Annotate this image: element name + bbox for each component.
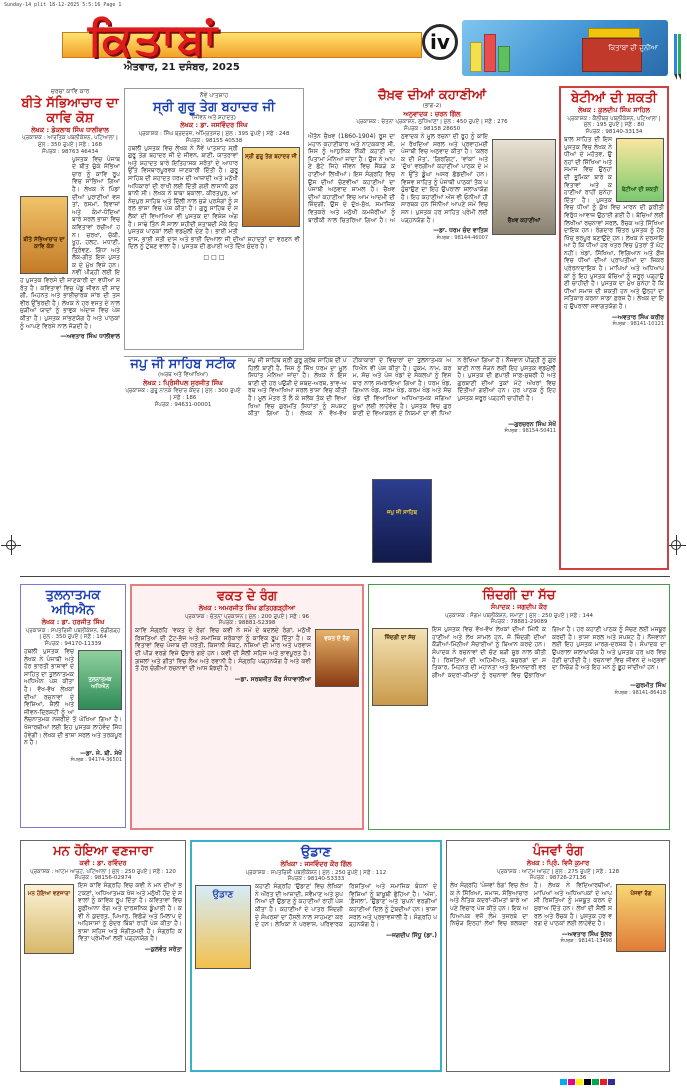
article-signoff: —ਗੁਰਮੀਤ ਸਿੰਘ: [630, 682, 666, 690]
book-cover-title: ਚੈਖ਼ਵ ਕਹਾਣੀਆਂ: [507, 217, 541, 224]
article-phone: ਸੰਪਰਕ : 98763 46434: [41, 148, 99, 155]
article-body: ਬਾਲ ਸਾਹਿਤ ਦੀ ਇਸ ਪੁਸਤਕ ਵਿਚ ਲੇਖਕ ਨੇ ਧੀਆਂ ਦੇ ਮਹੱਤਵ, ਉਨ੍ਹਾਂ ਦੀ ਸਿੱਖਿਆ ਅਤੇ ਸਮਾਜ ਵਿਚ ਉਨ੍ਹਾਂ ਦੀ ਭੂਮਿਕਾ ਬਾਰੇ ਕਵਿਤਾਵਾਂ ਅਤੇ ਕਹਾਣੀਆਂ ਰਾਹੀਂ ਸੁਨੇਹਾ ਦਿੱਤਾ ਹੈ। ਪੁਸਤਕ ਵਿਚ ਧੀਆਂ ਨੂੰ ਕੁੱਖ ਵਿਚ ਮਾਰਨ ਦੀ ਕੁਰੀਤੀ ਵਿਰੁੱਧ ਆਵਾਜ਼ ਉਠਾਈ ਗਈ ਹੈ। ਬੱਚਿਆਂ ਲਈ ਲਿਖੀਆਂ ਰਚਨਾਵਾਂ ਸਰਲ, ਰੌਚਕ ਅਤੇ ਸਿੱਖਿਆਦਾਇਕ ਹਨ। ਰੰਗਦਾਰ ਚਿੱਤਰ ਪੁਸਤਕ ਨੂੰ ਹੋਰ ਖਿੱਚ ਭਰਪੂਰ ਬਣਾਉਂਦੇ ਹਨ। ਲੇਖਕ ਨੇ ਦਰਸਾਇਆ ਹੈ ਕਿ ਧੀਆਂ ਹਰ ਖੇਤਰ ਵਿਚ ਪੁੱਤਰਾਂ ਤੋਂ ਘੱਟ ਨਹੀਂ। ਖੇਡਾਂ, ਸਿੱਖਿਆ, ਵਿਗਿਆਨ ਅਤੇ ਫ਼ੌਜ ਵਿਚ ਧੀਆਂ ਦੀਆਂ ਪ੍ਰਾਪਤੀਆਂ ਦਾ ਜ਼ਿਕਰ ਪ੍ਰੇਰਨਾਦਾਇਕ ਹੈ। ਮਾਪਿਆਂ ਅਤੇ ਅਧਿਆਪਕਾਂ ਨੂੰ ਇਹ ਪੁਸਤਕ ਬੱਚਿਆਂ ਨੂੰ ਜ਼ਰੂਰ ਪੜ੍ਹਾਉਣੀ ਚਾਹੀਦੀ ਹੈ। ਪੁਸਤਕ ਦਾ ਮੁੱਖ ਸੁਨੇਹਾ ਹੈ ਕਿ ਧੀਆਂ ਸਮਾਜ ਦੀ ਸ਼ਕਤੀ ਹਨ ਅਤੇ ਉਨ੍ਹਾਂ ਦਾ ਸਤਿਕਾਰ ਕਰਨਾ ਸਾਡਾ ਫ਼ਰਜ਼ ਹੈ। ਲੇਖਕ ਦਾ ਇਹ ਉਪਰਾਲਾ ਸਵਾਗਤਯੋਗ ਹੈ।: [564, 135, 664, 311]
registration-swatch: [584, 1079, 591, 1085]
article-byline: ਲੇਖਕ : ਪ੍ਰਿੰਸੀਪਲ ਸੁਰਜੀਤ ਸਿੰਘ: [143, 378, 223, 387]
book-cover-title: ਤੁਲਨਾਤਮਕ ਅਧਿਐਨ: [88, 676, 112, 690]
article-title: ਚੈਖ਼ਵ ਦੀਆਂ ਕਹਾਣੀਆਂ: [377, 88, 487, 103]
section-number-badge: iv: [422, 24, 458, 60]
article-signoff: —ਅਵਤਾਰ ਸਿੰਘ ਧਾਲੀਵਾਲ: [60, 333, 120, 341]
article-meta: ਪ੍ਰਕਾਸ਼ਕ : ਚੇਤਨਾ ਪ੍ਰਕਾਸ਼ਨ, ਲੁਧਿਆਣਾ | ਮੁੱਲ : 450 ਰੁਪਏ | ਸਫ਼ੇ : 276: [356, 119, 508, 126]
book-cover: [78, 650, 122, 710]
article-subtitle: (ਜੀਵਨ ਅਤੇ ਸ਼ਹਾਦਤ): [192, 114, 236, 121]
article-signoff: —ਡਾ. ਜੇ. ਬੀ. ਸੇਖੋਂ: [80, 749, 122, 757]
article-japji-sahib-steek: [124, 356, 556, 566]
article-contact: ਸੰਪਰਕ : 94174-36501: [70, 757, 122, 764]
article-title: ਤੁਲਨਾਤਮਕ ਅਧਿਐਨ: [45, 588, 101, 618]
article-meta: ਪ੍ਰਕਾਸ਼ਕ : ਕੈਲੀਬਰ ਪਬਲੀਕੇਸ਼ਨ, ਪਟਿਆਲਾ | ਮੁੱਲ : 195 ਰੁਪਏ | ਸਫ਼ੇ : 80: [567, 115, 661, 129]
article-udaan: [190, 840, 442, 1072]
article-meta: ਪ੍ਰਕਾਸ਼ਕ : ਸਪਤਰਿਸ਼ੀ ਪਬਲੀਕੇਸ਼ਨ | ਮੁੱਲ : 250 ਰੁਪਏ | ਸਫ਼ੇ : 112: [245, 869, 387, 876]
article-title: ਵਕਤ ਦੇ ਰੰਗ: [216, 589, 278, 604]
article-meta: ਪ੍ਰਕਾਸ਼ਕ : ਗੁਰੂ ਨਾਨਕ ਵਿਚਾਰ ਕੇਂਦਰ | ਮੁੱਲ : 300 ਰੁਪਏ | ਸਫ਼ੇ : 186: [125, 388, 241, 402]
article-phone: ਸੰਪਰਕ : 98881-52398: [218, 620, 276, 627]
registration-swatch: [592, 1079, 599, 1085]
article-body: ਜਪੁ ਜੀ ਸਾਹਿਬ ਸ੍ਰੀ ਗੁਰੂ ਗ੍ਰੰਥ ਸਾਹਿਬ ਦੀ ਪਹਿਲੀ ਬਾਣੀ ਹੈ, ਜਿਸ ਨੂੰ ਸਿੱਖ ਧਰਮ ਦਾ ਮੂਲ ਸਿਧਾਂਤ ਮੰਨਿਆ ਜਾਂਦਾ ਹੈ। ਲੇਖਕ ਨੇ ਇਸ ਬਾਣੀ ਦੀ ਹਰ ਪਉੜੀ ਦੇ ਸ਼ਬਦ-ਅਰਥ, ਭਾਵ-ਅਰਥ ਅਤੇ ਵਿਆਖਿਆ ਸਰਲ ਭਾਸ਼ਾ ਵਿਚ ਕੀਤੀ ਹੈ। ਮੂਲ ਮੰਤਰ ਤੋਂ ਲੈ ਕੇ ਸਲੋਕ ਤੱਕ ਦੀ ਵਿਆਖਿਆ ਵਿਚ ਗੁਰਮਤਿ ਸਿਧਾਂਤਾਂ ਨੂੰ ਸਪਸ਼ਟ ਕੀਤਾ ਗਿਆ ਹੈ। ਲੇਖਕ ਨੇ ਵੱਖ-ਵੱਖ ਟੀਕਾਕਾਰਾਂ ਦੇ ਵਿਚਾਰਾਂ ਦਾ ਤੁਲਨਾਤਮਕ ਅਧਿਐਨ ਵੀ ਪੇਸ਼ ਕੀਤਾ ਹੈ। ਹੁਕਮ, ਨਾਮ, ਕਰਮ, ਸੱਚ ਅਤੇ ਪੰਜ ਖੰਡਾਂ ਦੇ ਸੰਕਲਪਾਂ ਨੂੰ ਵਿਸਥਾਰ ਨਾਲ ਸਮਝਾਇਆ ਗਿਆ ਹੈ। ਧਰਮ ਖੰਡ, ਗਿਆਨ ਖੰਡ, ਸਰਮ ਖੰਡ, ਕਰਮ ਖੰਡ ਅਤੇ ਸੱਚ ਖੰਡ ਦੀ ਵਿਆਖਿਆ ਅਧਿਆਤਮਕ ਜਗਿਆਸੂਆਂ ਲਈ ਲਾਹੇਵੰਦ ਹੈ। ਪੁਸਤਕ ਵਿਚ ਗੁਰਬਾਣੀ ਦੇ ਵਿਆਕਰਨ ਦੇ ਨਿਯਮਾਂ ਦਾ ਵੀ ਧਿਆਨ ਰੱਖਿਆ ਗਿਆ ਹੈ। ਨੌਜਵਾਨ ਪੀੜ੍ਹੀ ਨੂੰ ਗੁਰਬਾਣੀ ਨਾਲ ਜੋੜਨ ਲਈ ਇਹ ਪੁਸਤਕ ਵਡਮੁੱਲੀ ਹੈ। ਪੁਸਤਕ ਦੀ ਛਪਾਈ ਸਾਫ਼-ਸੁਥਰੀ ਹੈ ਅਤੇ ਗੁਰਬਾਣੀ ਦੀਆਂ ਤੁਕਾਂ ਮੋਟੇ ਅੱਖਰਾਂ ਵਿਚ ਦਿੱਤੀਆਂ ਗਈਆਂ ਹਨ। ਹਰ ਪਾਠਕ ਨੂੰ ਇਹ ਪੁਸਤਕ ਜ਼ਰੂਰ ਪੜ੍ਹਨੀ ਚਾਹੀਦੀ ਹੈ।: [248, 357, 556, 418]
article-contact: ਸੰਪਰਕ : 98141-13498: [560, 938, 612, 945]
book-icon: [470, 42, 482, 72]
article-signoff: —ਕੁਲਵੰਤ ਸਰੋਤਾ: [144, 945, 182, 953]
article-meta: ਪ੍ਰਕਾਸ਼ਕ : ਸਪਤਰਿਸ਼ੀ ਪਬਲੀਕੇਸ਼ਨ, ਚੰਡੀਗੜ੍ਹ | ਮੁੱਲ : 350 ਰੁਪਏ | ਸਫ਼ੇ : 164: [25, 627, 121, 641]
registration-swatch: [600, 1079, 607, 1085]
article-signoff: —ਡਾ. ਸਰਬਜੀਤ ਕੌਰ ਸੰਧਾਵਾਲੀਆ: [234, 675, 311, 683]
article-meta: ਪ੍ਰਕਾਸ਼ਕ : ਆਟਮ ਆਰਟ | ਮੁੱਲ : 275 ਰੁਪਏ | ਸਫ਼ੇ : 128: [496, 868, 620, 875]
pencil-icon: [673, 34, 683, 80]
books-illustration: [462, 20, 668, 76]
article-signoff: —ਡਾ. ਧਰਮ ਚੰਦ ਵਾਤਿਸ਼: [433, 227, 488, 235]
book-cover: [492, 139, 556, 235]
article-body: ਲੇਖ ਸੰਗ੍ਰਹਿ 'ਪੰਜਵਾਂ ਰੰਗ' ਵਿਚ ਲੇਖਕ ਨੇ ਸਿੱਖਿਆ, ਸਮਾਜ, ਸੱਭਿਆਚਾਰ ਅਤੇ ਨੈਤਿਕ ਕਦਰਾਂ-ਕੀਮਤਾਂ ਬਾਰੇ ਆਪਣੇ ਵਿਚਾਰ ਪੇਸ਼ ਕੀਤੇ ਹਨ। ਇਕ ਅਧਿਆਪਕ ਵਜੋਂ ਲੰਮੇ ਤਜਰਬੇ ਦਾ ਨਿਚੋੜ ਇਨ੍ਹਾਂ ਲੇਖਾਂ ਵਿਚ ਝਲਕਦਾ ਹੈ। ਲੇਖਕ ਨੇ ਵਿਦਿਆਰਥੀਆਂ, ਮਾਪਿਆਂ ਅਤੇ ਅਧਿਆਪਕਾਂ ਦੇ ਆਪਸੀ ਰਿਸ਼ਤਿਆਂ ਨੂੰ ਮਜ਼ਬੂਤ ਕਰਨ ਦੇ ਸੁਝਾਅ ਦਿੱਤੇ ਹਨ। ਲੇਖਾਂ ਦੀ ਸ਼ੈਲੀ ਸਰਲ ਅਤੇ ਰੌਚਕ ਹੈ। ਪੁਸਤਕ ਹਰ ਵਰਗ ਦੇ ਪਾਠਕਾਂ ਲਈ ਲਾਹੇਵੰਦ ਹੈ।: [450, 882, 612, 928]
article-phone: ਸੰਪਰਕ : 78881-29089: [490, 619, 548, 626]
article-meta: ਪ੍ਰਕਾਸ਼ਕ : ਚੇਤਨਾ ਪ੍ਰਕਾਸ਼ਨ | ਮੁੱਲ : 200 ਰੁਪਏ | ਸਫ਼ੇ : 96: [184, 613, 310, 620]
masthead-title: ਕਿਤਾਬਾਂ: [88, 14, 219, 65]
book-cover: [20, 196, 68, 274]
article-body: ਹਥਲੀ ਪੁਸਤਕ ਵਿਚ ਲੇਖਕ ਨੇ ਪੰਜਾਬੀ ਅਤੇ ਹੋਰ ਭਾਰਤੀ ਭਾਸ਼ਾਵਾਂ ਦੇ ਸਾਹਿਤ ਦਾ ਤੁਲਨਾਤਮਕ ਅਧਿਐਨ ਪੇਸ਼ ਕੀਤਾ ਹੈ। ਵੱਖ-ਵੱਖ ਲੇਖਕਾਂ ਦੀਆਂ ਰਚਨਾਵਾਂ ਦੇ ਵਿਸ਼ਿਆਂ, ਸ਼ੈਲੀ ਅਤੇ ਜੀਵਨ-ਦ੍ਰਿਸ਼ਟੀ ਨੂੰ ਆਲੋਚਨਾਤਮਕ ਨਜ਼ਰੀਏ ਤੋਂ ਘੋਖਿਆ ਗਿਆ ਹੈ। ਖੋਜਾਰਥੀਆਂ ਲਈ ਇਹ ਪੁਸਤਕ ਲਾਹੇਵੰਦ ਸਿੱਧ ਹੋਵੇਗੀ। ਲੇਖਕ ਦੀ ਭਾਸ਼ਾ ਸਰਲ ਅਤੇ ਤਰਕਪੂਰਨ ਹੈ।: [24, 647, 122, 747]
article-byline: ਲੇਖਿਕਾ : ਜਸਵਿੰਦਰ ਕੌਰ ਗਿੱਲ: [280, 860, 352, 868]
article-body: ਇਸ ਕਾਵਿ ਸੰਗ੍ਰਹਿ ਵਿਚ ਕਵੀ ਨੇ ਮਨ ਦੀਆਂ ਭਟਕਣਾਂ, ਅਧਿਆਤਮਕ ਖੋਜ ਅਤੇ ਮਨੁੱਖੀ ਹੋਂਦ ਦੇ ਸਵਾਲਾਂ ਨੂੰ ਕਾਵਿਕ ਰੂਪ ਦਿੱਤਾ ਹੈ। ਕਵਿਤਾਵਾਂ ਵਿਚ ਸੂਫ਼ੀਆਨਾ ਰੰਗ ਅਤੇ ਦਾਰਸ਼ਨਿਕ ਡੂੰਘਾਈ ਹੈ। ਕਵੀ ਨੇ ਕੁਦਰਤ, ਪਿਆਰ, ਵਿਛੋੜੇ ਅਤੇ ਮਿਲਾਪ ਦੇ ਅਹਿਸਾਸਾਂ ਨੂੰ ਸੁੰਦਰ ਬਿੰਬਾਂ ਰਾਹੀਂ ਪੇਸ਼ ਕੀਤਾ ਹੈ। ਭਾਸ਼ਾ ਸਹਿਜ ਅਤੇ ਸੰਗੀਤਮਈ ਹੈ। ਸੰਗ੍ਰਹਿ ਕਵਿਤਾ ਪ੍ਰੇਮੀਆਂ ਲਈ ਪੜ੍ਹਨਯੋਗ ਹੈ।: [78, 882, 182, 943]
book-cover: [195, 885, 251, 969]
article-title: ਪੰਜਵਾਂ ਰੰਗ: [532, 844, 584, 859]
article-contact: ਸੰਪਰਕ : 98141-86418: [614, 689, 666, 696]
article-body: ਪੁਸਤਕ ਵਿਚ ਪੰਜਾਬ ਦੇ ਬੀਤ ਚੁੱਕੇ ਸੱਭਿਆਚਾਰ ਨੂੰ ਕਾਵਿ ਰੂਪ ਵਿਚ ਸਾਂਭਿਆ ਗਿਆ ਹੈ। ਲੇਖਕ ਨੇ ਪਿੰਡਾਂ ਦੀਆਂ ਪੁਰਾਣੀਆਂ ਵਸਤਾਂ, ਰਸਮਾਂ, ਰਿਵਾਜਾਂ ਅਤੇ ਕੰਮਾਂ-ਧੰਦਿਆਂ ਬਾਰੇ ਸਰਲ ਭਾਸ਼ਾ ਵਿਚ ਕਵਿਤਾਵਾਂ ਰਚੀਆਂ ਹਨ। ਚਰਖਾ, ਚੱਕੀ, ਖੂਹ, ਹਲਟ, ਮਧਾਣੀ, ਤ੍ਰਿੰਞਣ, ਗਿੱਧਾ ਅਤੇ ਲੋਕ-ਗੀਤ ਇਸ ਪੁਸਤਕ ਦੇ ਮੁੱਖ ਵਿਸ਼ੇ ਹਨ। ਨਵੀਂ ਪੀੜ੍ਹੀ ਲਈ ਇਹ ਪੁਸਤਕ ਵਿਰਸੇ ਦੀ ਜਾਣਕਾਰੀ ਦਾ ਵਧੀਆ ਸਰੋਤ ਹੈ। ਕਵਿਤਾਵਾਂ ਵਿਚ ਪੇਂਡੂ ਜੀਵਨ ਦੀ ਸਾਦਗੀ, ਮਿਹਨਤ ਅਤੇ ਭਾਈਚਾਰਕ ਸਾਂਝ ਦੀ ਤਸਵੀਰ ਉੱਭਰਦੀ ਹੈ। ਲੇਖਕ ਨੇ ਹਰ ਵਸਤ ਦੇ ਨਾਲ ਜੁੜੀਆਂ ਯਾਦਾਂ ਨੂੰ ਭਾਵੁਕ ਅੰਦਾਜ਼ ਵਿਚ ਪੇਸ਼ ਕੀਤਾ ਹੈ। ਪੁਸਤਕ ਸਾਂਭਣਯੋਗ ਹੈ ਅਤੇ ਪਾਠਕਾਂ ਨੂੰ ਆਪਣੇ ਵਿਰਸੇ ਨਾਲ ਜੋੜਦੀ ਹੈ।: [20, 155, 120, 330]
book-cover: [616, 884, 666, 952]
print-slug: Sunday-14 plit 18-12-2025 5:5:16 Page 1: [4, 2, 122, 8]
article-contact: ਸੰਪਰਕ : 98144-46007: [436, 234, 488, 241]
article-body: ਐਂਤੋਨ ਚੈਖ਼ਵ (1860-1904) ਰੂਸ ਦਾ ਮਹਾਨ ਕਹਾਣੀਕਾਰ ਅਤੇ ਨਾਟਕਕਾਰ ਸੀ, ਜਿਸ ਨੂੰ ਆਧੁਨਿਕ ਨਿੱਕੀ ਕਹਾਣੀ ਦਾ ਪਿਤਾਮਾ ਮੰਨਿਆ ਜਾਂਦਾ ਹੈ। ਉਸ ਨੇ ਆਪਣੇ ਛੋਟੇ ਜਿਹੇ ਜੀਵਨ ਵਿਚ ਸੈਂਕੜੇ ਕਹਾਣੀਆਂ ਲਿਖੀਆਂ। ਇਸ ਸੰਗ੍ਰਹਿ ਵਿਚ ਉਸ ਦੀਆਂ ਚੋਣਵੀਆਂ ਕਹਾਣੀਆਂ ਦਾ ਪੰਜਾਬੀ ਅਨੁਵਾਦ ਸ਼ਾਮਲ ਹੈ। ਚੈਖ਼ਵ ਦੀਆਂ ਕਹਾਣੀਆਂ ਵਿਚ ਆਮ ਆਦਮੀ ਦੀ ਜ਼ਿੰਦਗੀ, ਉਸ ਦੇ ਦੁੱਖ-ਸੁੱਖ, ਸਮਾਜਿਕ ਵਿਤਕਰੇ ਅਤੇ ਮਨੁੱਖੀ ਕਮਜ਼ੋਰੀਆਂ ਨੂੰ ਬਾਰੀਕੀ ਨਾਲ ਚਿਤਰਿਆ ਗਿਆ ਹੈ। ਅਨੁਵਾਦਕ ਨੇ ਮੂਲ ਰਚਨਾ ਦੀ ਰੂਹ ਨੂੰ ਕਾਇਮ ਰੱਖਦਿਆਂ ਸਰਲ ਅਤੇ ਪ੍ਰਵਾਹਮਈ ਪੰਜਾਬੀ ਵਿਚ ਅਨੁਵਾਦ ਕੀਤਾ ਹੈ। 'ਕਲਰਕ ਦੀ ਮੌਤ', 'ਗਿਰਗਿਟ', 'ਵਾਂਕਾ' ਅਤੇ 'ਦੁੱਖ' ਵਰਗੀਆਂ ਕਹਾਣੀਆਂ ਪਾਠਕ ਦੇ ਮਨ ਉੱਤੇ ਡੂੰਘਾ ਅਸਰ ਛੱਡਦੀਆਂ ਹਨ। ਵਿਸ਼ਵ ਸਾਹਿਤ ਨੂੰ ਪੰਜਾਬੀ ਪਾਠਕਾਂ ਤੱਕ ਪਹੁੰਚਾਉਣ ਦਾ ਇਹ ਉਪਰਾਲਾ ਸ਼ਲਾਘਾਯੋਗ ਹੈ। ਇਹ ਕਹਾਣੀਆਂ ਅੱਜ ਵੀ ਓਨੀਆਂ ਹੀ ਸਾਰਥਕ ਹਨ ਜਿੰਨੀਆਂ ਆਪਣੇ ਸਮੇਂ ਵਿਚ ਸਨ। ਪੁਸਤਕ ਹਰ ਸਾਹਿਤ ਪ੍ਰੇਮੀ ਲਈ ਪੜ੍ਹਨਯੋਗ ਹੈ।: [308, 132, 488, 224]
article-phone: ਸੰਪਰਕ : 98156-02974: [74, 875, 132, 882]
book-cover: [616, 138, 664, 202]
article-betiyan-di-shakti: [559, 86, 669, 570]
article-chekhov: [308, 88, 556, 350]
book-cover-title: ਜਪੁ ਜੀ ਸਾਹਿਬ: [386, 510, 418, 516]
masthead-art-label: ਕਿਤਾਬਾਂ ਦੀ ਦੁਨੀਆ: [608, 44, 658, 52]
book-cover: [24, 884, 74, 954]
masthead: [18, 14, 670, 80]
registration-swatch: [608, 1079, 615, 1085]
article-kaav-kos: [20, 88, 120, 568]
article-title: ਜਪੁ ਜੀ ਸਾਹਿਬ ਸਟੀਕ: [130, 357, 236, 372]
article-byline: ਅਨੁਵਾਦਕ : ਚਰਨ ਗਿੱਲ: [403, 109, 461, 118]
article-meta: ਪ੍ਰਕਾਸ਼ਕ : ਸਿੰਘ ਬ੍ਰਦਰਜ਼, ਅੰਮ੍ਰਿਤਸਰ | ਮੁੱਲ : 395 ਰੁਪਏ | ਸਫ਼ੇ : 248: [138, 130, 290, 137]
article-signoff: —ਜਗਦੀਪ ਸਿੱਧੂ (ਡਾ.): [385, 931, 437, 939]
article-byline: ਲੇਖਕ : ਪ੍ਰਿੰ. ਵਿਜੈ ਕੁਮਾਰ: [526, 859, 590, 867]
article-meta: ਪ੍ਰਕਾਸ਼ਕ : ਆਰਤਿਕ ਪਬਲੀਕੇਸ਼ਨ, ਪਟਿਆਲਾ | ਮੁੱਲ : 350 ਰੁਪਏ | ਸਫ਼ੇ : 168: [22, 135, 118, 148]
article-phone: ਸੰਪਰਕ : 94170-11339: [44, 641, 102, 648]
book-cover: [242, 147, 300, 227]
crop-mark: [6, 540, 16, 550]
book-cover-title: ਉਡਾਣ: [212, 890, 234, 901]
article-end-mark: □ □ □: [203, 253, 225, 261]
article-contact: ਸੰਪਰਕ : 98141-10121: [612, 321, 664, 328]
registration-swatch: [576, 1079, 583, 1085]
article-guru-tegh-bahadur: [124, 88, 304, 350]
article-kicker: ਨੌਵੇਂ ਪਾਤਸ਼ਾਹ: [199, 92, 229, 99]
article-contact: ਸੰਪਰਕ : 98154-50411: [504, 428, 556, 435]
article-title: ਮਨ ਹੋਇਆ ਵਣਜਾਰਾ: [53, 844, 153, 859]
masthead-date: ਐਤਵਾਰ, 21 ਦਸੰਬਰ, 2025: [124, 62, 240, 73]
article-byline: ਲੇਖਕ : ਡੋਕਲਾਬ ਸਿੰਘ ਧਾਲੀਵਾਲ: [31, 125, 109, 134]
article-title: ਉਡਾਣ: [300, 845, 332, 860]
article-meta: ਪ੍ਰਕਾਸ਼ਕ : ਸੰਗਮ ਪਬਲੀਕੇਸ਼ਨ, ਸਮਾਣਾ | ਮੁੱਲ : 250 ਰੁਪਏ | ਸਫ਼ੇ : 144: [445, 612, 593, 619]
book-cover: [372, 479, 432, 563]
book-cover-title: ਬੀਤੇ ਸੱਭਿਆਚਾਰ ਦਾ ਕਾਵਿ ਕੋਸ਼: [23, 236, 65, 250]
article-title: ਬੀਤੇ ਸੱਭਿਆਚਾਰ ਦਾ ਕਾਵਿ ਕੋਸ਼: [21, 95, 119, 126]
article-waqt-de-rang: [130, 584, 364, 830]
book-cover-title: ਮਨ ਹੋਇਆ ਵਣਜਾਰਾ: [27, 891, 71, 898]
book-cover: [315, 629, 359, 687]
article-body: ਇਸ ਪੁਸਤਕ ਵਿਚ ਵੱਖ-ਵੱਖ ਲੇਖਕਾਂ ਦੀਆਂ ਮਿੰਨੀ ਕਹਾਣੀਆਂ ਅਤੇ ਲੇਖ ਸ਼ਾਮਲ ਹਨ, ਜੋ ਜ਼ਿੰਦਗੀ ਦੀਆਂ ਕੌੜੀਆਂ-ਮਿੱਠੀਆਂ ਸੱਚਾਈਆਂ ਨੂੰ ਬਿਆਨ ਕਰਦੇ ਹਨ। ਸੰਪਾਦਕ ਨੇ ਰਚਨਾਵਾਂ ਦੀ ਚੋਣ ਬੜੀ ਸੂਝ ਨਾਲ ਕੀਤੀ ਹੈ। ਰਿਸ਼ਤਿਆਂ ਦੀ ਅਹਿਮੀਅਤ, ਬਜ਼ੁਰਗਾਂ ਦਾ ਸਤਿਕਾਰ, ਮਿਹਨਤ ਦੀ ਮਹਾਨਤਾ ਅਤੇ ਇਮਾਨਦਾਰੀ ਵਰਗੀਆਂ ਕਦਰਾਂ-ਕੀਮਤਾਂ ਨੂੰ ਰਚਨਾਵਾਂ ਵਿਚ ਉਭਾਰਿਆ ਗਿਆ ਹੈ। ਹਰ ਕਹਾਣੀ ਪਾਠਕ ਨੂੰ ਸੋਚਣ ਲਈ ਮਜਬੂਰ ਕਰਦੀ ਹੈ। ਭਾਸ਼ਾ ਸਰਲ ਅਤੇ ਸਪਸ਼ਟ ਹੈ। ਨੌਜਵਾਨਾਂ ਲਈ ਇਹ ਪੁਸਤਕ ਮਾਰਗ-ਦਰਸ਼ਕ ਹੈ। ਸੰਪਾਦਕ ਦਾ ਉਪਰਾਲਾ ਸ਼ਲਾਘਾਯੋਗ ਹੈ ਅਤੇ ਪੁਸਤਕ ਹਰ ਘਰ ਵਿਚ ਹੋਣੀ ਚਾਹੀਦੀ ਹੈ। ਰਚਨਾਵਾਂ ਵਿਚ ਜੀਵਨ ਦੇ ਅਨੁਭਵਾਂ ਦਾ ਨਿਚੋੜ ਹੈ ਅਤੇ ਇਹ ਮਨ ਨੂੰ ਛੂਹ ਜਾਂਦੀਆਂ ਹਨ।: [432, 626, 666, 679]
article-signoff: —ਅਵਤਾਰ ਸਿੰਘ ਭੁੱਲਰ: [561, 930, 612, 938]
book-cover-title: ਪੰਜਵਾਂ ਰੰਗ: [630, 891, 652, 898]
article-phone: ਸੰਪਰਕ : 98158 28650: [403, 126, 461, 133]
article-mann-hoya-vanjara: [20, 840, 186, 1072]
article-byline: ਲੇਖਕ : ਡਾ. ਹਰਜੀਤ ਸਿੰਘ: [41, 618, 105, 626]
book-cover-title: ਬੇਟੀਆਂ ਦੀ ਸ਼ਕਤੀ: [621, 186, 659, 193]
crop-mark: [671, 540, 681, 550]
article-byline: ਲੇਖਕ : ਅਮਰਜੀਤ ਸਿੰਘ ਫ਼ਤਿਹਗੜ੍ਹੀਆ: [198, 604, 296, 612]
article-title: ਜ਼ਿੰਦਗੀ ਦਾ ਸੱਚ: [482, 588, 556, 603]
article-title: ਸ੍ਰੀ ਗੁਰੂ ਤੇਗ ਬਹਾਦਰ ਜੀ: [152, 99, 276, 115]
article-phone: ਸੰਪਰਕ : 98726-27136: [529, 875, 587, 882]
article-panjwan-rang: [446, 840, 670, 1072]
article-body: ਕਾਵਿ ਸੰਗ੍ਰਹਿ 'ਵਕਤ ਦੇ ਰੰਗ' ਵਿਚ ਕਵੀ ਨੇ ਸਮੇਂ ਦੇ ਬਦਲਦੇ ਰੰਗਾਂ, ਮਨੁੱਖੀ ਰਿਸ਼ਤਿਆਂ ਦੀ ਟੁੱਟ-ਭੱਜ ਅਤੇ ਸਮਾਜਿਕ ਸਰੋਕਾਰਾਂ ਨੂੰ ਕਾਵਿਕ ਰੂਪ ਦਿੱਤਾ ਹੈ। ਕਵਿਤਾਵਾਂ ਵਿਚ ਪੰਜਾਬ ਦੀ ਧਰਤੀ, ਕਿਸਾਨੀ ਸੰਕਟ, ਨਸ਼ਿਆਂ ਦੀ ਮਾਰ ਅਤੇ ਪਰਵਾਸ ਦੀ ਪੀੜ ਵਰਗੇ ਵਿਸ਼ੇ ਉਭਾਰੇ ਗਏ ਹਨ। ਕਵੀ ਦੀ ਸ਼ੈਲੀ ਸਹਿਜ ਅਤੇ ਭਾਵਪੂਰਤ ਹੈ। ਗ਼ਜ਼ਲਾਂ ਅਤੇ ਗੀਤਾਂ ਵਿਚ ਲੈਅ ਅਤੇ ਰਵਾਨੀ ਹੈ। ਸੰਗ੍ਰਹਿ ਪੜ੍ਹਨਯੋਗ ਹੈ ਅਤੇ ਕਵੀ ਤੋਂ ਹੋਰ ਚੰਗੀਆਂ ਰਚਨਾਵਾਂ ਦੀ ਆਸ ਬੱਝਦੀ ਹੈ।: [135, 627, 311, 673]
article-phone: ਸੰਪਰਕ : 94631-00001: [154, 401, 212, 408]
book-stack-icon: [588, 28, 640, 38]
book-icon: [484, 34, 496, 72]
article-byline: ਕਵੀ : ਡਾ. ਰਵਿੰਦਰ: [79, 859, 127, 867]
article-meta: ਪ੍ਰਕਾਸ਼ਕ : ਆਟਮ ਆਰਟ, ਪਟਿਆਲਾ | ਮੁੱਲ : 250 ਰੁਪਏ | ਸਫ਼ੇ : 120: [30, 868, 176, 875]
article-phone: ਸੰਪਰਕ : 98140-33134: [585, 129, 643, 136]
article-signoff: —ਗੁਰਚਰਨ ਸਿੰਘ ਸੇਖੋਂ: [508, 420, 556, 428]
article-subtitle: (ਭਾਗ-2): [422, 103, 442, 109]
article-subtitle: (ਅਰਥ ਅਤੇ ਵਿਆਖਿਆ): [157, 372, 209, 378]
article-byline: ਲੇਖਕ : ਕੁਲਦੀਪ ਸਿੰਘ ਸਾਹਿਲ: [578, 106, 650, 114]
article-byline: ਲੇਖਕ : ਡਾ. ਜਸਵਿੰਦਰ ਸਿੰਘ: [180, 121, 248, 130]
book-icon: [498, 46, 510, 72]
article-kicker: ਚਰਚਾ ਕਾਵਿ ਕਾਰ: [50, 88, 90, 95]
book-cover: [372, 628, 428, 706]
article-phone: ਸੰਪਰਕ : 98140-53333: [287, 876, 345, 883]
article-signoff: —ਅਵਤਾਰ ਸਿੰਘ ਕਰੀਰ: [611, 313, 664, 321]
book-cover-title: ਵਕਤ ਦੇ ਰੰਗ: [324, 636, 350, 643]
article-body: ਹਥਲੀ ਪੁਸਤਕ ਵਿਚ ਲੇਖਕ ਨੇ ਨੌਵੇਂ ਪਾਤਸ਼ਾਹ ਸ੍ਰੀ ਗੁਰੂ ਤੇਗ ਬਹਾਦਰ ਜੀ ਦੇ ਜੀਵਨ, ਬਾਣੀ, ਯਾਤਰਾਵਾਂ ਅਤੇ ਸ਼ਹਾਦਤ ਬਾਰੇ ਇਤਿਹਾਸਕ ਸਰੋਤਾਂ ਦੇ ਆਧਾਰ ਉੱਤੇ ਵਿਸਥਾਰਪੂਰਵਕ ਜਾਣਕਾਰੀ ਦਿੱਤੀ ਹੈ। ਗੁਰੂ ਸਾਹਿਬ ਦੀ ਸ਼ਹਾਦਤ ਧਰਮ ਦੀ ਆਜ਼ਾਦੀ ਅਤੇ ਮਨੁੱਖੀ ਅਧਿਕਾਰਾਂ ਦੀ ਰਾਖੀ ਲਈ ਦਿੱਤੀ ਗਈ ਲਾਸਾਨੀ ਕੁਰਬਾਨੀ ਸੀ। ਲੇਖਕ ਨੇ ਬਾਬਾ ਬਕਾਲਾ, ਕੀਰਤਪੁਰ, ਆਨੰਦਪੁਰ ਸਾਹਿਬ ਅਤੇ ਦਿੱਲੀ ਨਾਲ ਜੁੜੇ ਪ੍ਰਸੰਗਾਂ ਨੂੰ ਸਰਲ ਭਾਸ਼ਾ ਵਿਚ ਪੇਸ਼ ਕੀਤਾ ਹੈ। ਗੁਰੂ ਸਾਹਿਬ ਦੇ ਸਲੋਕਾਂ ਦੀ ਵਿਆਖਿਆ ਵੀ ਪੁਸਤਕ ਦਾ ਵਿਸ਼ੇਸ਼ ਅੰਗ ਹੈ। ਸਾਢੇ ਤਿੰਨ ਸੌ ਸਾਲਾ ਸ਼ਹੀਦੀ ਸ਼ਤਾਬਦੀ ਮੌਕੇ ਇਹ ਪੁਸਤਕ ਪਾਠਕਾਂ ਲਈ ਵਡਮੁੱਲੀ ਦੇਣ ਹੈ। ਭਾਈ ਮਤੀ ਦਾਸ, ਭਾਈ ਸਤੀ ਦਾਸ ਅਤੇ ਭਾਈ ਦਿਆਲਾ ਜੀ ਦੀਆਂ ਸ਼ਹਾਦਤਾਂ ਦਾ ਵਰਣਨ ਵੀ ਦਿਲ ਨੂੰ ਟੁੰਬਣ ਵਾਲਾ ਹੈ। ਪੁਸਤਕ ਦੀ ਛਪਾਈ ਅਤੇ ਦਿੱਖ ਸੁੰਦਰ ਹੈ।: [128, 144, 300, 251]
article-byline: ਸੰਪਾਦਕ : ਜਗਦੀਪ ਕੌਰ: [490, 603, 548, 611]
section-divider: [20, 576, 670, 577]
registration-swatch: [560, 1079, 567, 1085]
article-zindagi-da-sach: [368, 584, 670, 830]
book-cover-title: ਜ਼ਿੰਦਗੀ ਦਾ ਸੱਚ: [384, 635, 416, 642]
article-title: ਬੇਟੀਆਂ ਦੀ ਸ਼ਕਤੀ: [571, 91, 657, 106]
article-phone: ਸੰਪਰਕ : 98155 40538: [185, 137, 243, 144]
article-tulnatmak-adhiain: [20, 584, 126, 828]
article-body: ਕਹਾਣੀ ਸੰਗ੍ਰਹਿ 'ਉਡਾਣ' ਵਿਚ ਲੇਖਿਕਾ ਨੇ ਔਰਤ ਦੀ ਆਜ਼ਾਦੀ, ਸਵੈਮਾਣ ਅਤੇ ਸੁਪਨਿਆਂ ਦੀ ਉਡਾਣ ਨੂੰ ਕਹਾਣੀਆਂ ਰਾਹੀਂ ਪੇਸ਼ ਕੀਤਾ ਹੈ। ਕਹਾਣੀਆਂ ਦੇ ਪਾਤਰ ਜ਼ਿੰਦਗੀ ਦੇ ਸੰਘਰਸ਼ਾਂ ਦਾ ਹੌਸਲੇ ਨਾਲ ਸਾਹਮਣਾ ਕਰਦੇ ਹਨ। ਲੇਖਿਕਾ ਨੇ ਪਰਵਾਸ, ਪਰਿਵਾਰਕ ਰਿਸ਼ਤਿਆਂ ਅਤੇ ਸਮਾਜਿਕ ਬੰਧਨਾਂ ਦੇ ਵਿਸ਼ਿਆਂ ਨੂੰ ਬਾਖ਼ੂਬੀ ਛੋਹਿਆ ਹੈ। 'ਅੱਜ', 'ਫ਼ੈਸਲਾ', 'ਉਡਾਣ' ਅਤੇ 'ਸੁਪਨੇ' ਵਰਗੀਆਂ ਕਹਾਣੀਆਂ ਦਿਲ ਨੂੰ ਟੁੰਬਦੀਆਂ ਹਨ। ਭਾਸ਼ਾ ਸਰਲ ਅਤੇ ਪ੍ਰਭਾਵਸ਼ਾਲੀ ਹੈ। ਸੰਗ੍ਰਹਿ ਪੜ੍ਹਨਯੋਗ ਹੈ।: [255, 883, 437, 929]
registration-swatch: [568, 1079, 575, 1085]
book-cover-title: ਸ੍ਰੀ ਗੁਰੂ ਤੇਗ ਬਹਾਦਰ ਜੀ: [245, 153, 297, 160]
